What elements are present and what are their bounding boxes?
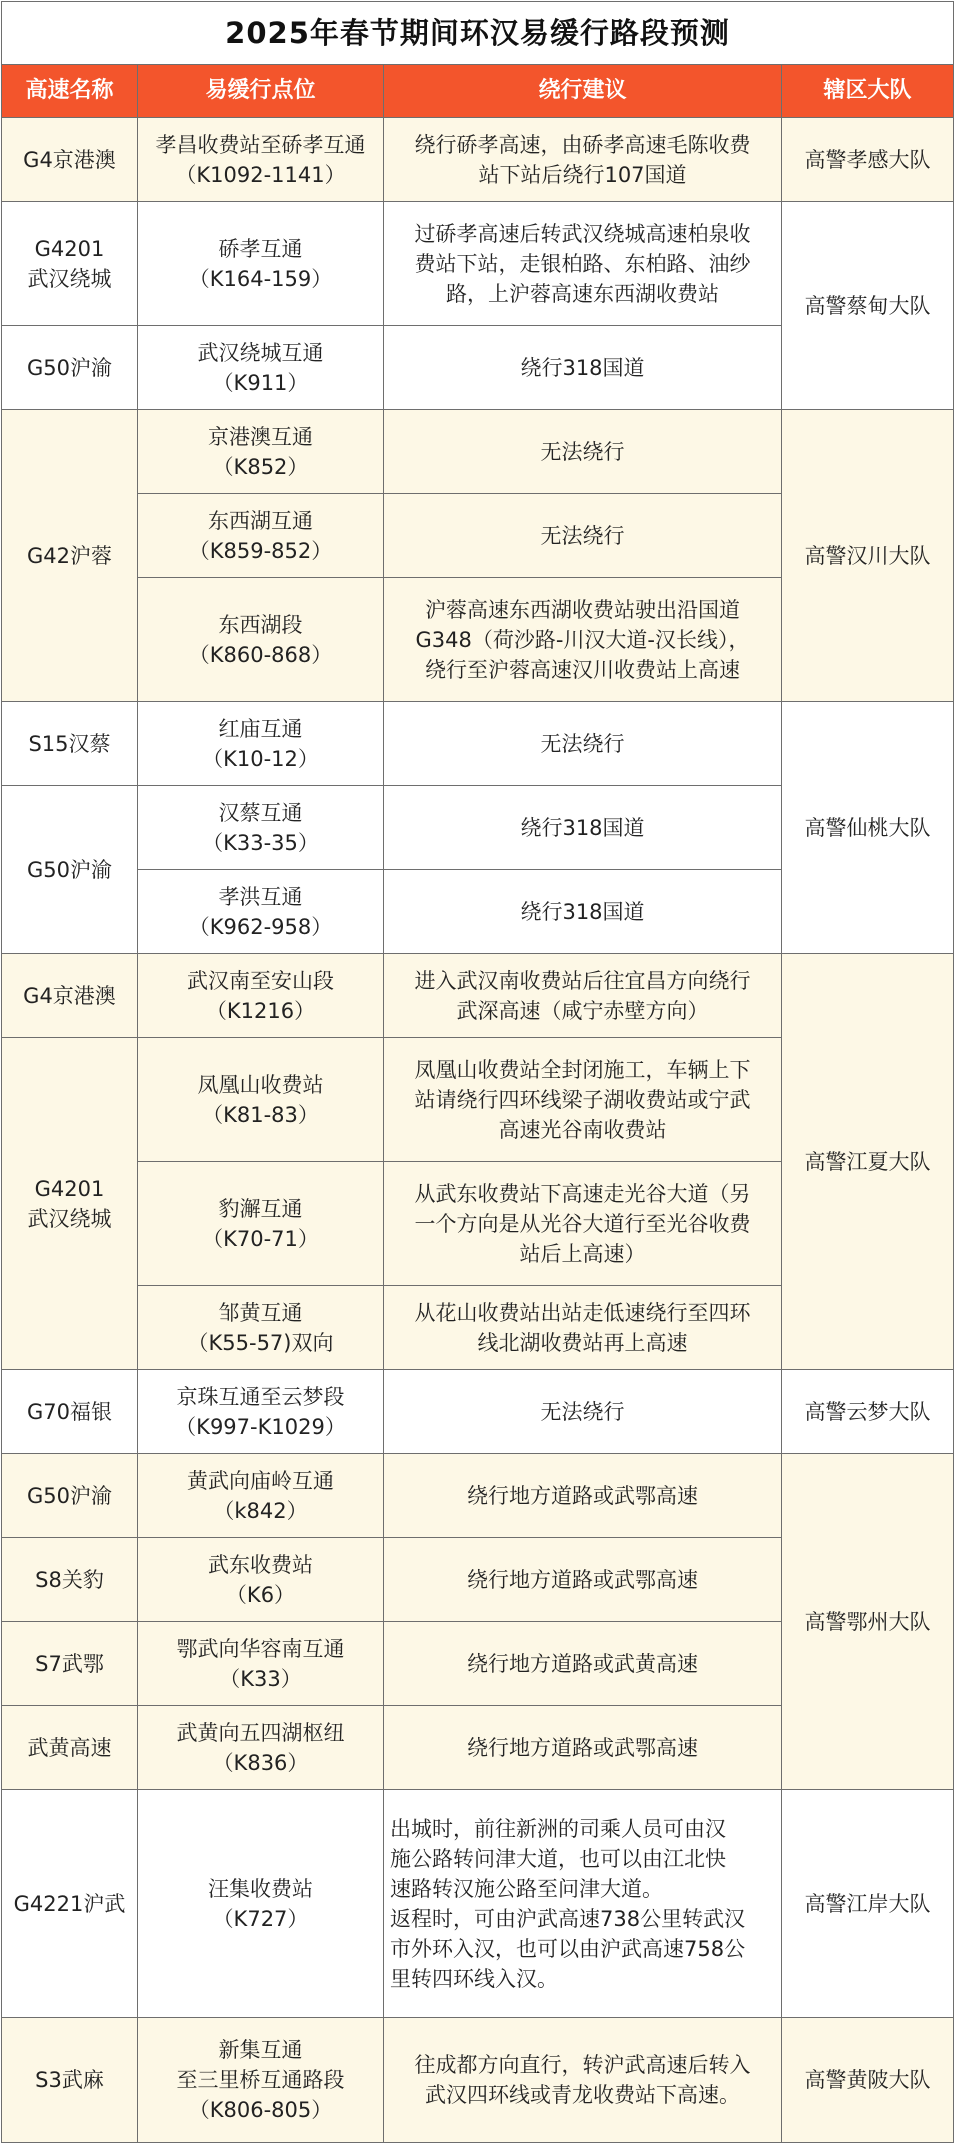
detour-advice-cell: 绕行318国道 [384,786,782,870]
header-police-brigade: 辖区大队 [782,65,954,118]
detour-advice-cell: 无法绕行 [384,410,782,494]
congestion-point-cell: 武东收费站 （K6） [138,1538,384,1622]
congestion-point-cell: 武汉南至安山段 （K1216） [138,954,384,1038]
highway-name-cell: G50沪渝 [2,1454,138,1538]
table-row [2,954,954,1038]
header-congestion-point: 易缓行点位 [138,65,384,118]
detour-advice-cell: 无法绕行 [384,494,782,578]
highway-name-cell: G4京港澳 [2,954,138,1038]
detour-advice-cell: 进入武汉南收费站后往宜昌方向绕行 武深高速（咸宁赤壁方向） [384,954,782,1038]
highway-name-cell: G4京港澳 [2,118,138,202]
congestion-point-cell: 红庙互通 （K10-12） [138,702,384,786]
highway-name-cell: G4201 武汉绕城 [2,202,138,326]
highway-name-cell: G42沪蓉 [2,410,138,702]
detour-advice-cell: 绕行318国道 [384,326,782,410]
police-brigade-cell: 高警汉川大队 [782,410,954,702]
detour-advice-cell: 沪蓉高速东西湖收费站驶出沿国道 G348（荷沙路-川汉大道-汉长线）， 绕行至沪蓉高速汉川收费站上高速 [384,578,782,702]
header-highway-name: 高速名称 [2,65,138,118]
police-brigade-cell: 高警仙桃大队 [782,702,954,954]
table-body [2,118,954,2143]
police-brigade-cell: 高警云梦大队 [782,1370,954,1454]
table-row [2,1370,954,1454]
highway-name-cell: G70福银 [2,1370,138,1454]
congestion-point-cell: 硚孝互通 （K164-159） [138,202,384,326]
detour-advice-cell: 绕行地方道路或武黄高速 [384,1622,782,1706]
police-brigade-cell: 高警江夏大队 [782,954,954,1370]
detour-advice-cell: 绕行地方道路或武鄂高速 [384,1454,782,1538]
congestion-point-cell: 汪集收费站 （K727） [138,1790,384,2018]
table-row [2,2018,954,2143]
congestion-point-cell: 新集互通 至三里桥互通路段 （K806-805） [138,2018,384,2143]
congestion-point-cell: 孝昌收费站至硚孝互通 （K1092-1141） [138,118,384,202]
detour-advice-cell: 从花山收费站出站走低速绕行至四环 线北湖收费站再上高速 [384,1286,782,1370]
detour-advice-cell: 往成都方向直行，转沪武高速后转入 武汉四环线或青龙收费站下高速。 [384,2018,782,2143]
table-row [2,202,954,326]
congestion-point-cell: 汉蔡互通 （K33-35） [138,786,384,870]
highway-name-cell: G4201 武汉绕城 [2,1038,138,1370]
detour-advice-cell: 绕行地方道路或武鄂高速 [384,1706,782,1790]
detour-advice-cell: 绕行地方道路或武鄂高速 [384,1538,782,1622]
title-row [2,2,954,65]
highway-name-cell: G50沪渝 [2,326,138,410]
highway-name-cell: S15汉蔡 [2,702,138,786]
table-row [2,1454,954,1538]
congestion-point-cell: 武黄向五四湖枢纽 （K836） [138,1706,384,1790]
congestion-point-cell: 武汉绕城互通 （K911） [138,326,384,410]
congestion-point-cell: 邹黄互通 （K55-57)双向 [138,1286,384,1370]
police-brigade-cell: 高警孝感大队 [782,118,954,202]
detour-advice-cell: 过硚孝高速后转武汉绕城高速柏泉收 费站下站，走银柏路、东柏路、油纱 路，上沪蓉高速东西湖收费站 [384,202,782,326]
detour-advice-cell: 从武东收费站下高速走光谷大道（另 一个方向是从光谷大道行至光谷收费 站后上高速） [384,1162,782,1286]
detour-advice-cell: 凤凰山收费站全封闭施工，车辆上下 站请绕行四环线梁子湖收费站或宁武 高速光谷南收费站 [384,1038,782,1162]
highway-name-cell: 武黄高速 [2,1706,138,1790]
highway-name-cell: S3武麻 [2,2018,138,2143]
header-row [2,65,954,118]
congestion-point-cell: 孝洪互通 （K962-958） [138,870,384,954]
table-row [2,702,954,786]
detour-advice-cell: 绕行硚孝高速，由硚孝高速毛陈收费 站下站后绕行107国道 [384,118,782,202]
congestion-point-cell: 鄂武向华容南互通 （K33） [138,1622,384,1706]
highway-name-cell: G4221沪武 [2,1790,138,2018]
detour-advice-cell: 无法绕行 [384,702,782,786]
congestion-point-cell: 黄武向庙岭互通 （k842） [138,1454,384,1538]
congestion-point-cell: 京港澳互通 （K852） [138,410,384,494]
highway-name-cell: G50沪渝 [2,786,138,954]
detour-advice-cell: 无法绕行 [384,1370,782,1454]
congestion-point-cell: 凤凰山收费站 （K81-83） [138,1038,384,1162]
congestion-point-cell: 豹澥互通 （K70-71） [138,1162,384,1286]
table-title: 2025年春节期间环汉易缓行路段预测 [2,2,954,65]
police-brigade-cell: 高警鄂州大队 [782,1454,954,1790]
police-brigade-cell: 高警江岸大队 [782,1790,954,2018]
table-row [2,118,954,202]
header-detour-advice: 绕行建议 [384,65,782,118]
detour-advice-cell: 绕行318国道 [384,870,782,954]
police-brigade-cell: 高警黄陂大队 [782,2018,954,2143]
highway-name-cell: S7武鄂 [2,1622,138,1706]
highway-name-cell: S8关豹 [2,1538,138,1622]
police-brigade-cell: 高警蔡甸大队 [782,202,954,410]
detour-advice-cell: 出城时，前往新洲的司乘人员可由汉 施公路转问津大道，也可以由江北快 速路转汉施公路至问津大道。 返程时，可由沪武高速738公里转武汉 市外环入汉，也可以由沪武高速758公 里转四环线入汉。 [384,1790,782,2018]
congestion-point-cell: 东西湖段 （K860-868） [138,578,384,702]
table-row [2,1790,954,2018]
congestion-point-cell: 京珠互通至云梦段 （K997-K1029） [138,1370,384,1454]
detour-table [1,1,954,2143]
table-row [2,410,954,494]
congestion-point-cell: 东西湖互通 （K859-852） [138,494,384,578]
